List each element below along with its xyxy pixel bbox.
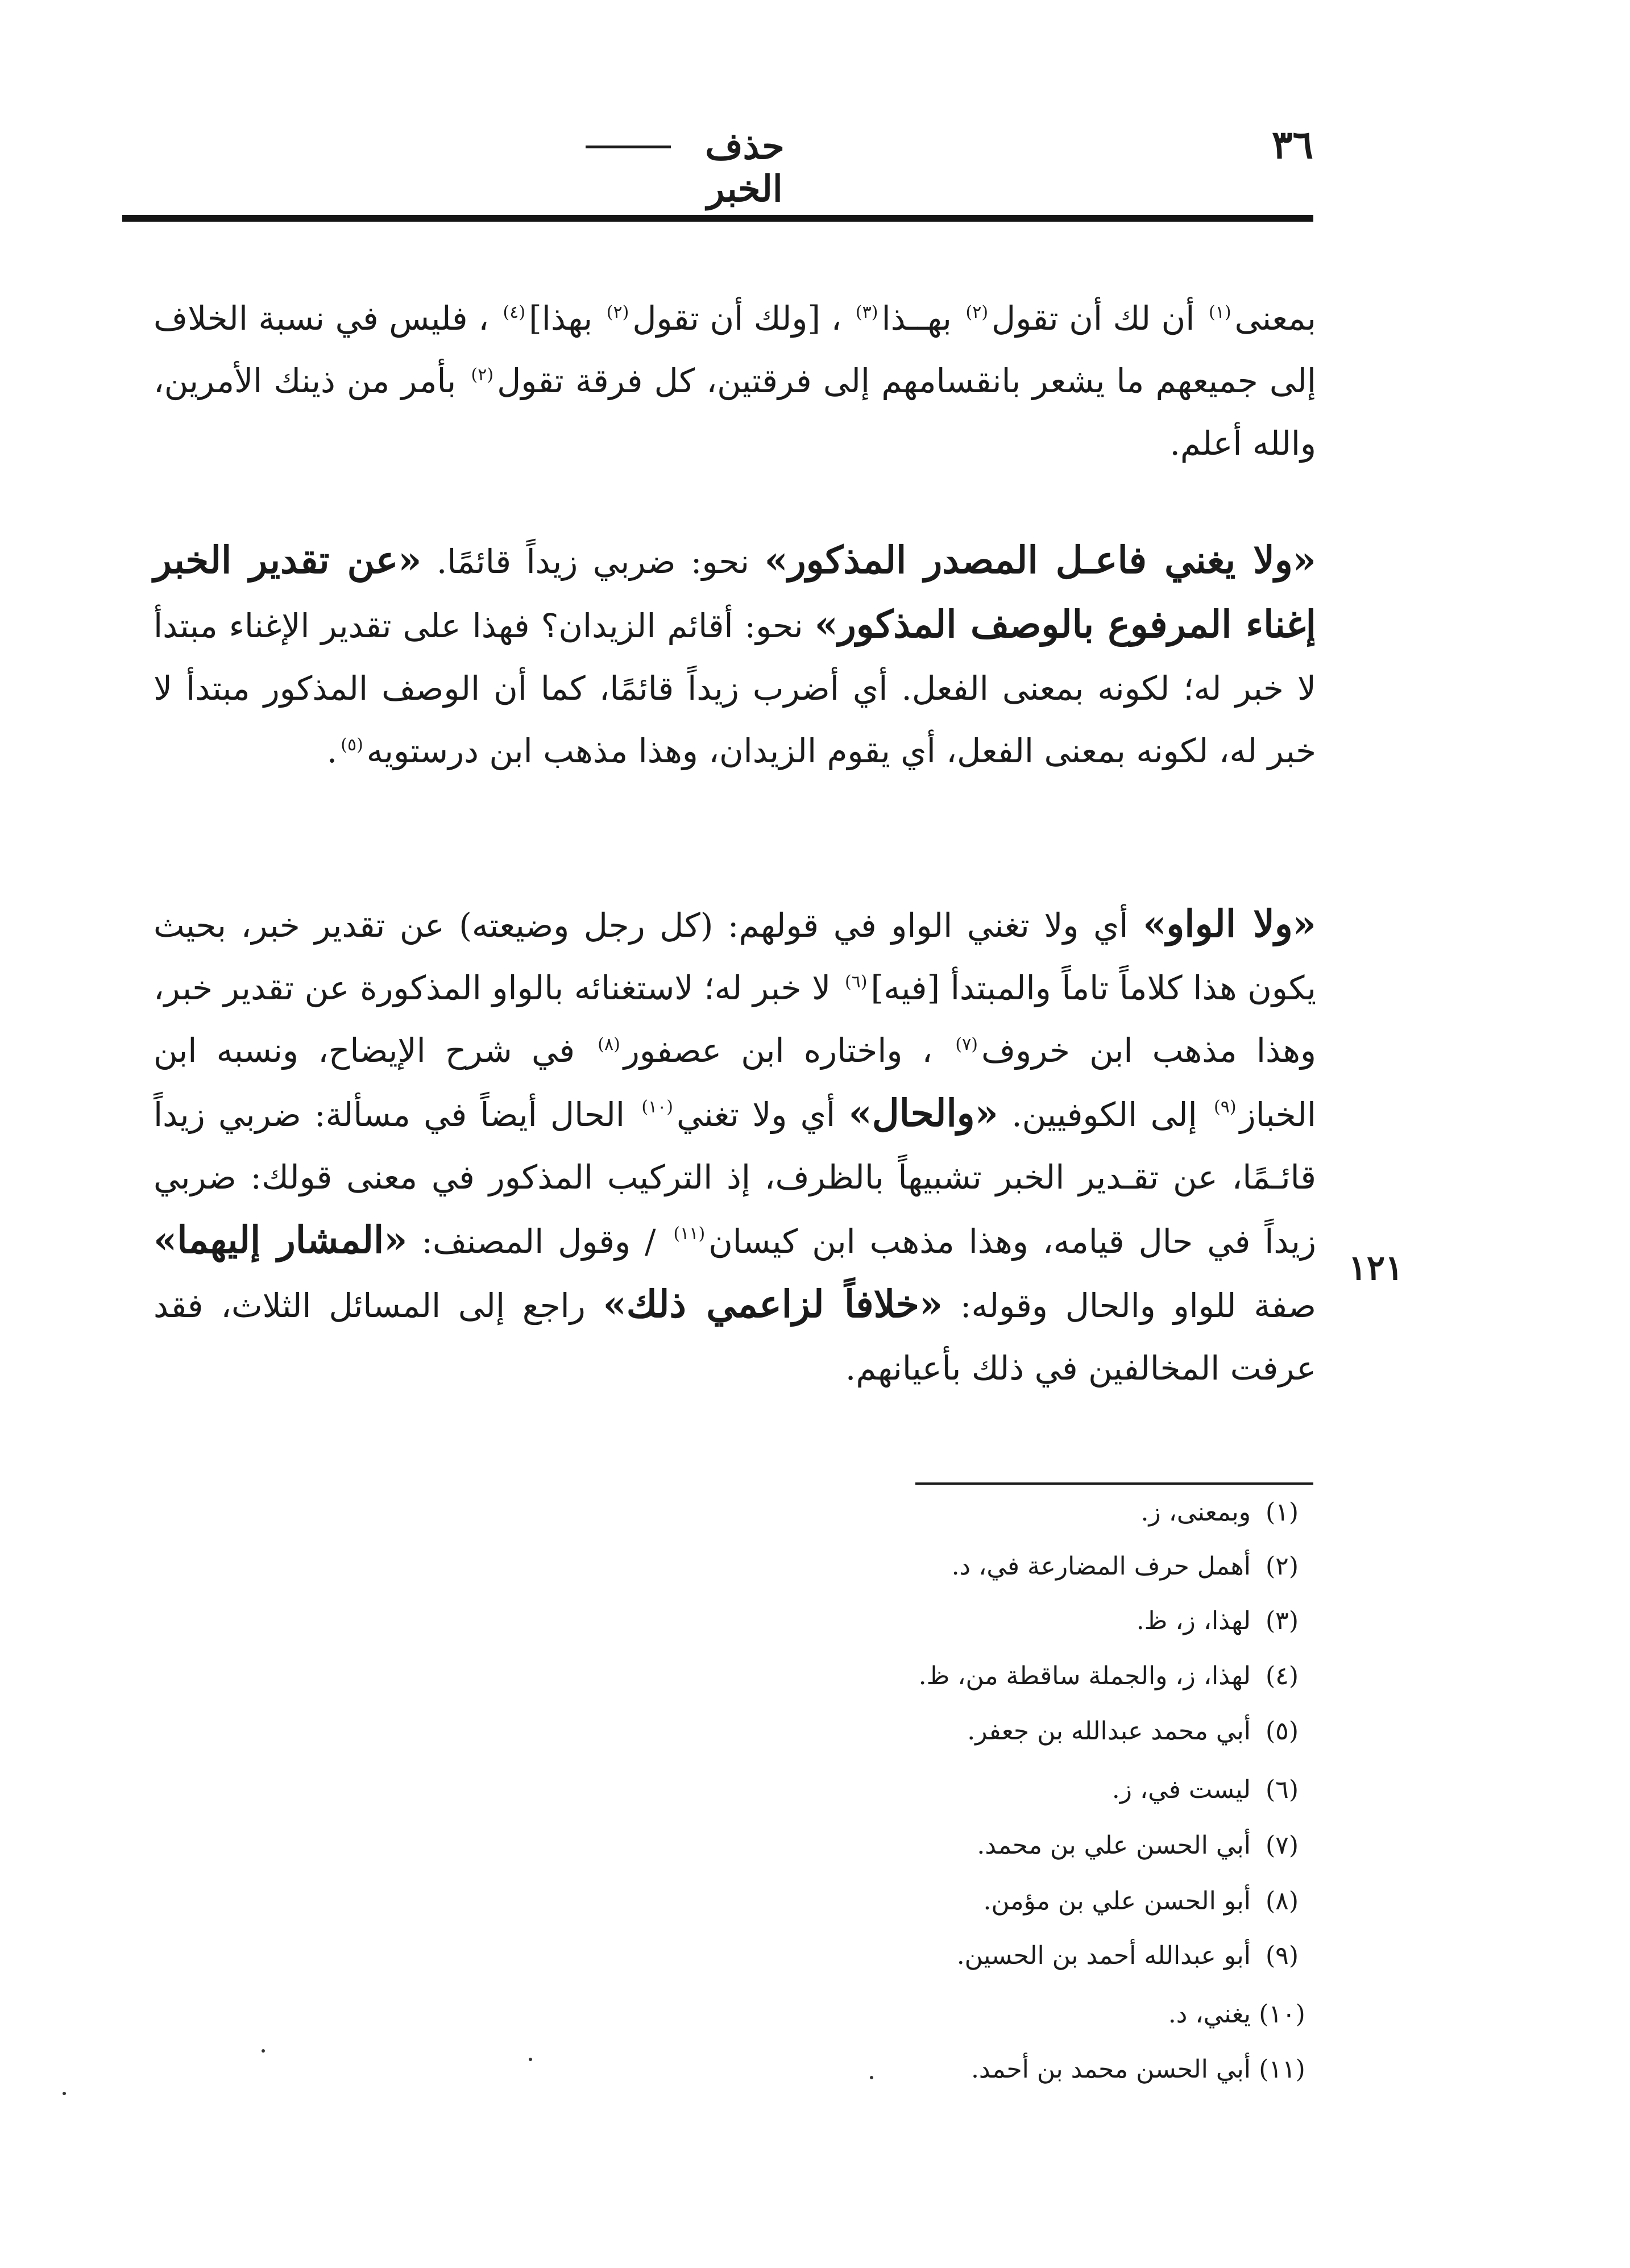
text-run: في شرح الإيضاح، ونسبه ابن الخباز: [154, 1031, 1317, 1134]
quoted-matn: «عن تقدير الخبر إغناء المرفوع بالوصف المذكور»: [154, 538, 1316, 646]
footnote-text: أهمل حرف المضارعة في، د.: [951, 1552, 1251, 1581]
footnote-ref: (٨): [598, 1035, 620, 1054]
footnote-ref: (٢): [471, 365, 494, 385]
text-run: ، واختاره ابن عصفور: [623, 1031, 933, 1070]
quoted-matn: «المشار إليهما»: [154, 1218, 408, 1262]
quoted-matn: «خلافاً لزاعمي ذلك»: [603, 1282, 943, 1326]
footnote-rule: [915, 1482, 1313, 1485]
header-rule: [122, 215, 1313, 222]
footnote-ref: (٤): [503, 302, 526, 322]
text-run: أي ولا تغني الواو في قولهم: (كل رجل وضيعته) عن تقدير خبر، بحيث يكون هذا كلاماً تاماً والمبتدأ [فيه]: [154, 906, 1316, 1007]
text-run: لا خبر له؛ لاستغنائه بالواو المذكورة عن تقدير خبر، وهذا مذهب ابن خروف: [154, 969, 1317, 1070]
footnote-text: لهذا، ز، ظ.: [1136, 1606, 1251, 1635]
text-run: راجع إلى المسائل الثلاث، فقد عرفت المخالفين في ذلك بأعيانهم.: [154, 1286, 1316, 1388]
footnote-9: [625, 1939, 1313, 1972]
footnote-text: أبي محمد عبدالله بن جعفر.: [967, 1717, 1251, 1746]
scan-speck: [870, 2076, 873, 2079]
text-run: إلى الكوفيين.: [1011, 1095, 1197, 1134]
footnote-number: (٤): [1266, 1661, 1299, 1690]
footnote-number: (١): [1266, 1498, 1299, 1527]
footnote-text: وبمعنى، ز.: [1140, 1498, 1251, 1527]
footnote-8: [625, 1885, 1313, 1918]
footnote-number: (١١): [1259, 2055, 1305, 2084]
text-run: نحو: أقائم الزيدان؟ فهذا على تقدير الإغناء مبتدأ لا خبر له؛ لكونه بمعنى الفعل. أي أضرب زيداً قائمًا، كما أن الوصف المذكور مبتدأ لا خبر له، لكونه بمعنى الفعل، أي يقوم الزيدان، وهذا مذهب ابن درستويه: [154, 607, 1316, 770]
text-run: الحال أيضاً في مسألة: ضربي زيداً قائـمًا، عن تقـدير الخبر تشبيهاً بالظرف، إذ التركيب المذكور في معنى قولك: ضربي زيداً في حال قيامه، وهذا مذهب ابن كيسان: [154, 1095, 1317, 1261]
footnote-text: أبي الحسن محمد بن أحمد.: [970, 2055, 1251, 2084]
footnote-ref: (٣): [855, 302, 878, 322]
footnote-number: (٦): [1266, 1775, 1299, 1804]
footnote-text: ليست في، ز.: [1111, 1775, 1251, 1804]
footnote-number: (٩): [1266, 1941, 1299, 1970]
footnote-ref: (٢): [965, 302, 989, 322]
footnote-ref: (١١): [673, 1224, 706, 1244]
quoted-matn: «ولا يغني فاعـل المصدر المذكور»: [764, 538, 1317, 582]
text-run: بأمر من ذينك الأمرين، والله أعلم.: [154, 362, 1316, 463]
footnote-6: [625, 1773, 1313, 1806]
footnote-number: (٣): [1266, 1606, 1299, 1635]
footnote-ref: (٥): [341, 735, 363, 755]
footnote-text: لهذا، ز، والجملة ساقطة من، ظ.: [918, 1661, 1251, 1690]
scan-speck: [262, 2049, 265, 2053]
footnote-2: [625, 1550, 1313, 1583]
text-run: ، فليس في نسبة الخلاف إلى جميعهم ما يشعر بانقسامهم إلى فرقتين، كل فرقة تقول: [154, 299, 1317, 400]
footnote-5: [625, 1715, 1313, 1748]
text-run: بمعنى: [1234, 299, 1317, 338]
footnote-1: [625, 1496, 1313, 1529]
footnote-ref: (٧): [955, 1035, 978, 1054]
footnote-number: (١٠): [1259, 2000, 1305, 2029]
paragraph-2: [154, 529, 1316, 782]
footnote-number: (٥): [1266, 1717, 1299, 1746]
footnote-ref: (٦): [844, 972, 868, 992]
title-dash: [586, 146, 671, 148]
footnote-ref: (١): [1208, 302, 1231, 322]
text-run: .: [326, 732, 338, 770]
manuscript-folio-marker: ١٢١: [1348, 1248, 1404, 1288]
footnote-7: [625, 1829, 1313, 1862]
page-number: ٣٦: [1271, 122, 1313, 168]
scan-speck: [63, 2092, 66, 2095]
footnote-ref: (٢): [606, 302, 629, 322]
footnote-number: (٢): [1266, 1552, 1299, 1581]
paragraph-3: [154, 892, 1316, 1399]
footnote-text: أبو الحسن علي بن مؤمن.: [983, 1887, 1251, 1916]
text-run: بهذا]: [529, 299, 593, 338]
footnote-number: (٧): [1266, 1831, 1299, 1860]
footnote-number: (٨): [1266, 1887, 1299, 1916]
scan-speck: [529, 2058, 532, 2061]
text-run: / وقول المصنف:: [421, 1222, 656, 1261]
text-run: أي ولا تغني: [676, 1095, 836, 1134]
running-title: حذف الخبر: [705, 125, 785, 210]
text-run: ، [ولك أن تقول: [632, 299, 842, 338]
text-run: صفة للواو والحال وقوله:: [960, 1286, 1317, 1325]
text-run: بهــذا: [881, 299, 952, 338]
footnote-text: أبي الحسن علي بن محمد.: [977, 1831, 1251, 1860]
footnote-ref: (٩): [1214, 1097, 1237, 1117]
footnote-11: [625, 2053, 1313, 2086]
footnote-10: [625, 1998, 1313, 2031]
text-run: أن لك أن تقول: [992, 299, 1195, 338]
text-run: نحو: ضربي زيداً قائمًا.: [436, 542, 750, 581]
footnote-ref: (١٠): [641, 1097, 673, 1117]
footnote-3: [625, 1605, 1313, 1638]
quoted-matn: «والحال»: [848, 1091, 998, 1135]
footnote-4: [625, 1660, 1313, 1693]
quoted-matn: «ولا الواو»: [1143, 902, 1316, 946]
footnote-text: أبو عبدالله أحمد بن الحسين.: [956, 1941, 1251, 1970]
footnote-text: يغني، د.: [1168, 2000, 1251, 2029]
paragraph-1: [154, 287, 1316, 475]
